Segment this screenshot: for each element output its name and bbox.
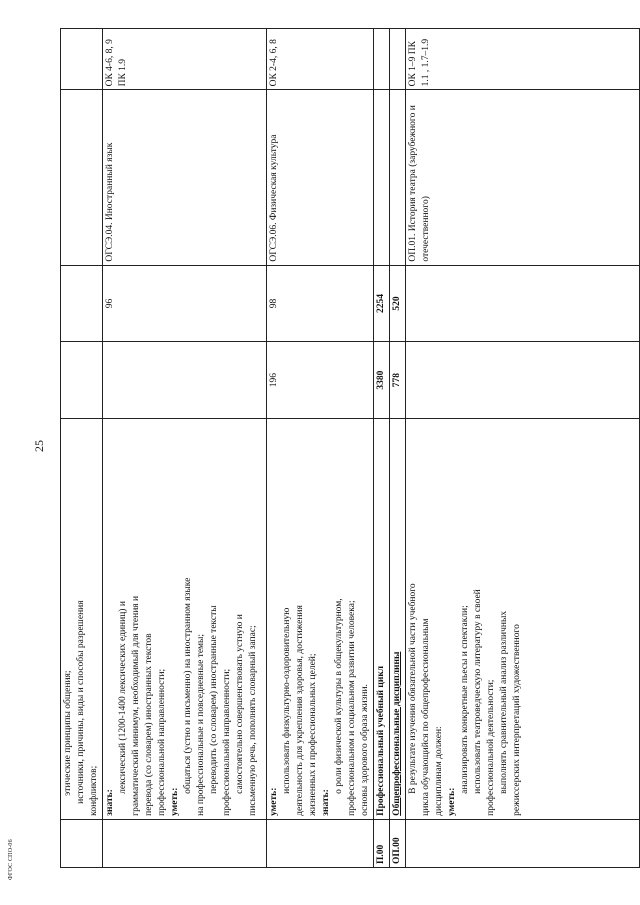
table-row [390,29,406,868]
hours-class: 2254 [374,265,390,342]
cycle-index: ОП.00 [390,819,406,867]
discipline-name: ОП.01. История театра (зарубежного и отечественного) [406,90,640,265]
page-number: 25 [32,440,46,452]
table-row [267,29,374,868]
row-c-text: уметь: использовать физкультурно-оздоровительную деятельность для укрепления здоровья, достижения жизненных и профессиональных целей; знать: о роли физической культуры в общекультурном, профессиональном и социальном развитии человека; основы здорового образа жизни. [267,418,374,819]
table-row [103,29,267,868]
table-row [61,29,103,868]
table-row [406,29,640,868]
hours-max [103,342,267,419]
rotated-page-content [60,28,584,868]
competencies: ОК 4-6, 8, 9 ПК 1.9 [103,29,267,90]
curriculum-table [60,28,640,868]
hours-max: 778 [390,342,406,419]
discipline-name: ОГСЭ.04. Иностранный язык [103,90,267,265]
hours-class: 520 [390,265,406,342]
row-a-text: этические принципы общения; источники, причины, виды и способы разрешения конфликтов; [61,418,103,819]
competencies: ОК 1–9 ПК 1.1 , 1.7–1.9 [406,29,640,90]
footer-label: ФГОС СПО-06 [8,839,14,880]
cycle-title: Профессиональный учебный цикл [374,418,390,819]
hours-max: 196 [267,342,374,419]
competencies: ОК 2-4, 6, 8 [267,29,374,90]
cycle-title: Общепрофессиональные дисциплины [390,418,406,819]
hours-class: 98 [267,265,374,342]
hours-max: 3380 [374,342,390,419]
hours-class: 96 [103,265,267,342]
cycle-index: П.00 [374,819,390,867]
discipline-name: ОГСЭ.06. Физическая культура [267,90,374,265]
table-row [374,29,390,868]
row-b-text: знать: лексический (1200-1400 лексических единиц) и грамматический минимум, необходимый для чтения и перевода (со словарем) иностранных текстов профессиональной направленности; уметь: общаться (устно и письменно) на иностранном языке на профессиональные и повседневные темы; переводить (со словарем) иностранные тексты профессиональной направленности; самостоятельно совершенствовать устную и письменную речь, пополнять словарный запас; [103,418,267,819]
row-f-text: В результате изучения обязательной части учебного цикла обучающийся по общепрофессиональным дисциплинам должен: уметь: анализировать конкретные пьесы и спектакли; использовать театроведческую литературу в своей профессиональной деятельности; выполнять сравнительный анализ различных режиссерских интерпретаций художественного [406,418,640,819]
